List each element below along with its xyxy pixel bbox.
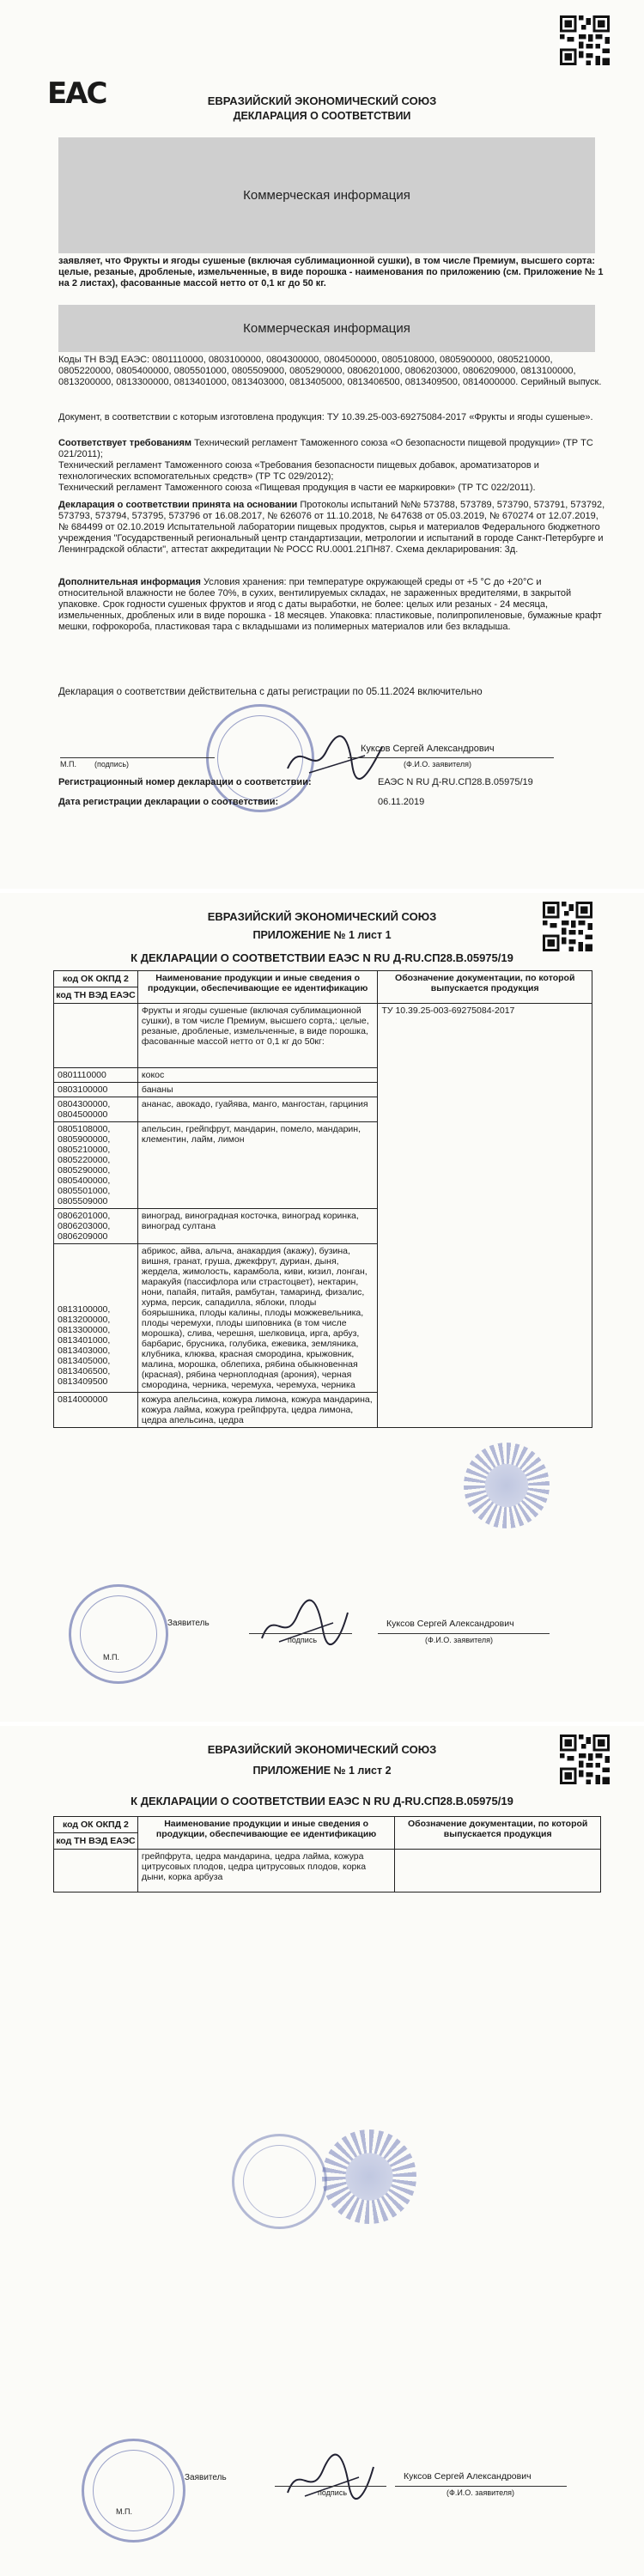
reg-date-label: Дата регистрации декларации о соответствии: — [58, 797, 279, 807]
basis-text: Протоколы испытаний №№ 573788, 573789, 573790, 573791, 573792, 573793, 573794, 573795, 573796 от 16.08.2017, № 626076 от 11.10.2018, № 647638 от 05.03.2019, № 670274 от 12.07.2019, № 684499 от 02.10.2019 Испытательной лаборатории пищевых продуктов, сырья и материалов Федерального бюджетного учреждения "Государственный региональный центр стандартизации, метрологии и испытаний в городе Санкт-Петербурге и Ленинградской области", аттестат аккредитации № РОСС RU.0001.21ПН87. Схема декларирования: 3д. — [58, 500, 605, 555]
registration-seal — [322, 2129, 416, 2224]
table-header — [54, 971, 592, 1004]
company-stamp — [69, 1584, 168, 1684]
declares-text: заявляет, что Фрукты и ягоды сушеные (включая сублимационной сушки), в том числе Премиум, высшего сорта: целые, резаные, дробленые, измельченные, в виде порошка - наименования по приложению (см. Приложение № 1 на 2 листах), фасованные массой нетто от 0,1 кг до 50 кг. — [58, 256, 604, 289]
products-table — [53, 1816, 601, 1893]
tn-ved-codes: Коды ТН ВЭД ЕАЭС: 0801110000, 0803100000, 0804300000, 0804500000, 0805108000, 0805900000, 0805210000, 0805220000, 0805400000, 0805501000, 0805509000, 0805290000, 0806201000, 0806203000, 0806209000, 0813100000, 0813200000, 0813300000, 0813401000, 0813403000, 0813405000, 0813406500, 0813409500, 0814000000. Серийный выпуск. — [58, 355, 602, 387]
appendix-page-2 — [0, 1726, 644, 2576]
table-header — [54, 1817, 601, 1850]
sign-caption: подпись — [288, 1636, 318, 1644]
signer-caption: (Ф.И.О. заявителя) — [425, 1636, 493, 1644]
col-okpd-header: код ОК ОКПД 2 — [54, 971, 137, 987]
union-title: ЕВРАЗИЙСКИЙ ЭКОНОМИЧЕСКИЙ СОЮЗ — [207, 910, 437, 923]
row-name: грейпфрута, цедра мандарина, цедра лайма, кожура цитрусовых плодов, цедра цитрусовых плодов, корка дыни, корка арбуза — [137, 1850, 395, 1893]
mp-label: М.П. — [116, 2507, 132, 2516]
reg-date-value: 06.11.2019 — [378, 797, 425, 807]
validity-text: Декларация о соответствии действительна с даты регистрации по 05.11.2024 включительно — [58, 687, 483, 697]
col-name-header: Наименование продукции и иные сведения о продукции, обеспечивающие ее идентификацию — [137, 971, 378, 1004]
col-doc-header: Обозначение документации, по которой выпускается продукция — [395, 1817, 601, 1850]
row-code: 0806201000, 0806203000, 0806209000 — [54, 1209, 138, 1244]
appendix-title: ПРИЛОЖЕНИЕ № 1 лист 2 — [252, 1765, 392, 1777]
signer-caption: (Ф.И.О. заявителя) — [404, 760, 471, 769]
declaration-title: ДЕКЛАРАЦИЯ О СООТВЕТСТВИИ — [233, 110, 411, 122]
to-declaration: К ДЕКЛАРАЦИИ О СООТВЕТСТВИИ ЕАЭС N RU Д-RU.СП28.В.05975/19 — [131, 951, 513, 964]
registration-seal — [464, 1443, 550, 1528]
union-title: ЕВРАЗИЙСКИЙ ЭКОНОМИЧЕСКИЙ СОЮЗ — [207, 94, 437, 107]
company-stamp — [82, 2439, 185, 2543]
col-name-header: Наименование продукции и иные сведения о продукции, обеспечивающие ее идентификацию — [137, 1817, 395, 1850]
name-line — [348, 757, 554, 758]
extra-info-label: Дополнительная информация — [58, 577, 201, 587]
sign-caption: (подпись) — [94, 760, 130, 769]
requirements-text-2: Технический регламент Таможенного союза «Требования безопасности пищевых добавок, ароматизаторов и технологических вспомогательных средств» (ТР ТС 029/2012); — [58, 460, 539, 482]
registration-stamp — [232, 2134, 327, 2229]
declaration-page-1 — [0, 0, 644, 889]
row-name: кокос — [137, 1068, 378, 1083]
qr-code-icon — [560, 15, 610, 65]
appendix-page-1 — [0, 893, 644, 1722]
commercial-info-block: Коммерческая информация — [58, 137, 595, 253]
name-line — [378, 1633, 550, 1634]
appendix-title: ПРИЛОЖЕНИЕ № 1 лист 1 — [252, 929, 392, 941]
signature-line — [249, 1633, 352, 1634]
eac-logo: ЕАС — [47, 76, 106, 111]
requirements-label: Соответствует требованиям — [58, 438, 191, 448]
basis-label: Декларация о соответствии принята на основании — [58, 500, 298, 510]
sign-caption: подпись — [318, 2488, 348, 2497]
applicant-label: Заявитель — [185, 2473, 227, 2482]
mp-label: М.П. — [60, 760, 76, 769]
row-code: 0804300000, 0804500000 — [54, 1097, 138, 1122]
qr-code-icon — [543, 902, 592, 951]
row-name: ананас, авокадо, гуайява, манго, мангостан, гарциния — [137, 1097, 378, 1122]
row-name: бананы — [137, 1083, 378, 1097]
products-intro: Фрукты и ягоды сушеные (включая сублимационной сушки), в том числе Премиум, высшего сорта,: целые, резаные, дробленые, измельченные, в виде порошка, фасованные массой нетто от 0,1 кг до 50кг: — [137, 1004, 378, 1068]
row-code: 0803100000 — [54, 1083, 138, 1097]
requirements-text-1: Технический регламент Таможенного союза «О безопасности пищевой продукции» (ТР ТС 021/2011); — [58, 438, 593, 459]
applicant-label: Заявитель — [167, 1619, 210, 1628]
row-code: 0814000000 — [54, 1393, 138, 1428]
qr-code-icon — [560, 1735, 610, 1784]
row-code: 0801110000 — [54, 1068, 138, 1083]
row-name: виноград, виноградная косточка, виноград коринка, виноград султана — [137, 1209, 378, 1244]
signature — [283, 730, 386, 781]
requirements-text-3: Технический регламент Таможенного союза «Пищевая продукция в части ее маркировки» (ТР ТС 022/2011). — [58, 483, 536, 493]
signature-line — [60, 757, 215, 758]
to-declaration: К ДЕКЛАРАЦИИ О СООТВЕТСТВИИ ЕАЭС N RU Д-RU.СП28.В.05975/19 — [131, 1795, 513, 1807]
col-tnved-header: код ТН ВЭД ЕАЭС — [56, 1836, 136, 1846]
union-title: ЕВРАЗИЙСКИЙ ЭКОНОМИЧЕСКИЙ СОЮЗ — [207, 1743, 437, 1756]
table-row — [54, 1004, 592, 1068]
name-line — [395, 2486, 567, 2487]
product-doc: ТУ 10.39.25-003-69275084-2017 — [378, 1004, 592, 1428]
row-name: кожура апельсина, кожура лимона, кожура мандарина, кожура лайма, кожура грейпфрута, цедра лимона, цедра апельсина, цедра — [137, 1393, 378, 1428]
extra-info-block — [58, 577, 608, 633]
requirements-block — [58, 438, 608, 494]
commercial-info-block-2: Коммерческая информация — [58, 305, 595, 352]
basis-block — [58, 500, 608, 556]
extra-info-text: Условия хранения: при температуре окружающей среды от +5 °С до +20°С и относительной влажности не более 70%, в сухих, вентилируемых складах, не зараженных вредителями, в закрытой упаковке. Срок годности сушеных фруктов и ягод с даты выработки, не более: целых или резаных - 24 месяца, измельченных, дробленых или в виде порошка - 18 месяцев. Упаковка: пластиковые, полипропиленовые, бумажные крафт мешки, гофрокороба, пластиковая тара с вкладышами из полимерных материалов или без вкладыша. — [58, 577, 602, 632]
signature-line — [275, 2486, 386, 2487]
row-name: абрикос, айва, алыча, анакардия (акажу), бузина, вишня, гранат, груша, джекфрут, дуриан, дыня, жердела, жимолость, карамбола, киви, кизил, лонган, маракуйя (пассифлора или страстоцвет), нектарин, нони, папайя, питайя, рамбутан, тамаринд, физалис, хурма, персик, сападилла, яблоки, плоды боярышника, плоды калины, плоды можжевельника, плоды черемухи, плоды шиповника (в том числе морошка), слива, черешня, шелковица, ирга, арбуз, барбарис, брусника, голубика, ежевика, земляника, клубника, клюква, красная смородина, крыжовник, малина, морошка, облепиха, рябина обыкновенная (красная), рябина черноплодная (арония), черная смородина, черника, черемуха, черемуха, черника — [137, 1244, 378, 1393]
mp-label: М.П. — [103, 1653, 119, 1662]
col-okpd-header: код ОК ОКПД 2 — [54, 1817, 137, 1833]
row-code: 0805108000, 0805900000, 0805210000, 0805220000, 0805290000, 0805400000, 0805501000, 0805509000 — [54, 1122, 138, 1209]
products-table — [53, 970, 592, 1428]
reg-number-value: ЕАЭС N RU Д-RU.СП28.В.05975/19 — [378, 777, 533, 787]
col-doc-header: Обозначение документации, по которой выпускается продукция — [378, 971, 592, 1004]
reg-number-label: Регистрационный номер декларации о соответствии: — [58, 777, 312, 787]
signer-caption: (Ф.И.О. заявителя) — [447, 2488, 514, 2497]
signer-name: Куксов Сергей Александрович — [386, 1619, 514, 1629]
signer-name: Куксов Сергей Александрович — [361, 744, 495, 754]
table-row — [54, 1850, 601, 1893]
row-name: апельсин, грейпфрут, мандарин, помело, мандарин, клементин, лайм, лимон — [137, 1122, 378, 1209]
col-tnved-header: код ТН ВЭД ЕАЭС — [56, 990, 136, 1000]
standard-document: Документ, в соответствии с которым изготовлена продукция: ТУ 10.39.25-003-69275084-2017 «Фрукты и ягоды сушеные». — [58, 412, 593, 422]
signer-name: Куксов Сергей Александрович — [404, 2471, 532, 2482]
row-code: 0813100000, 0813200000, 0813300000, 0813401000, 0813403000, 0813405000, 0813406500, 0813409500 — [54, 1244, 138, 1393]
